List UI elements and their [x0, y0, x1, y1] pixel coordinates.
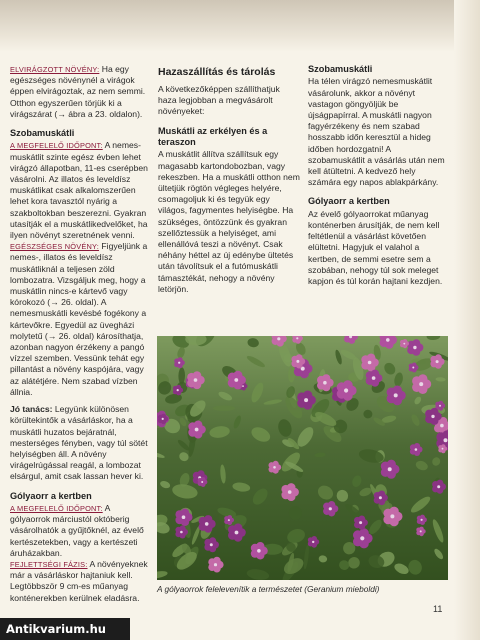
paragraph-golya-right: Az évelő gólyaorrokat műanyag konténerben árusítják, de nem kell feltétlenül a vásárlást követően elültetni. Hagyjuk el valahol a kertben, de semmi esetre sem a szobában, nehogy túl sok meleget kapjon és túl korán hajtani kezdjen. — [308, 208, 443, 287]
label-jo-tanacs: Jó tanács: — [10, 404, 53, 415]
column-middle — [158, 64, 300, 295]
column-right — [308, 64, 448, 287]
text-fejlettseg: A növényeknek már a vásárláskor hajtaniuk kell. Legtöbbször 9 cm-es műanyag konténerekben kerülnek eladásra. — [10, 558, 148, 603]
text-egeszseges: Figyeljünk a nemes-, illatos és leveldísz muskátliknál a teljesen zöld lombozatra. Vizsgáljuk meg, hogy a muskátlin nincs-e kártevő vagy kórokozó (→ 26. oldal). A nemesmuskátli kevésbé fogékony a kártevőkre. Egyedül az üvegházi molytetű (→ 26. oldal) károsíthatja, azonban nagyon érzékeny a pangó vízzel szemben. Vessünk tehát egy pillantást a növény kaspójára, vagy az alátétjére. Nem szabad vízben állnia. — [10, 241, 148, 397]
text-idopont: A nemes-muskátlit szinte egész évben lehet virágzó állapotban, 11-es cserépben vásárolni. Az illatos és leveldísz muskátlikat csak alkalomszerűen lehet kora tavasztól nyárig a szakboltokban beszerezni. Gyakran utasítják el a muskátlikedvelőket, ha ilyen növényt szeretnének venni. — [10, 140, 148, 241]
paragraph-fejlettseg — [10, 559, 148, 604]
heading-szobamuskatli: Szobamuskátli — [10, 128, 75, 139]
leaf — [213, 406, 235, 411]
section-title: Hazaszállítás és tárolás — [158, 66, 276, 78]
page-number: 11 — [433, 604, 443, 614]
label-golya-idopont: A MEGFELELŐ IDŐPONT: — [10, 503, 103, 513]
paragraph-idopont — [10, 140, 148, 241]
watermark-logo: Antikvarium.hu — [0, 618, 130, 640]
label-elviragzott: ELVIRÁGZOTT NÖVÉNY: — [10, 65, 100, 74]
paragraph-golya-idopont — [10, 503, 148, 559]
paragraph-szoba-right: Ha télen virágzó nemesmuskátlit vásárolunk, akkor a növényt vastagon göngyöljük be újságpapírral. A muskátli nagyon fagyérzékeny és nem szabad hosszabb időn keresztül a hideg időben hordozgatni! A szobamuskátlit a vásárlás után nem kell átültetni. A kedvező hely számára egy napos ablakpárkány. — [308, 76, 445, 188]
label-fejlettseg: FEJLETTSÉGI FÁZIS: — [10, 559, 88, 569]
page-edge-shadow — [454, 0, 480, 640]
intro-paragraph: A következőképpen szállíthatjuk haza legjobban a megvásárolt növényeket: — [158, 84, 280, 117]
flower-illustration — [157, 336, 448, 580]
geranium-photo — [157, 336, 448, 580]
paragraph-jo-tanacs — [10, 404, 148, 482]
text-golya-idopont: A gólyaorrok márciustól októberig vásárolhatók a gyűjtőknél, az évelő kertészetekben, vagy a kertészeti áruházakban. — [10, 502, 144, 558]
paragraph-egeszseges — [10, 241, 148, 398]
heading-erkely: Muskátli az erkélyen és a teraszon — [158, 125, 268, 148]
heading-szobamuskatli-right: Szobamuskátli — [308, 64, 373, 74]
column-left — [10, 64, 148, 604]
heading-golyaorr-right: Gólyaorr a kertben — [308, 196, 390, 207]
label-idopont: A MEGFELELŐ IDŐPONT: — [10, 141, 103, 151]
book-spine-shadow — [0, 0, 480, 52]
label-egeszseges: EGÉSZSÉGES NÖVÉNY: — [10, 242, 100, 252]
photo-caption: A gólyaorrok felelevenítik a természetet (Geranium mieboldi) — [157, 584, 380, 594]
text-jo-tanacs: Legyünk különösen körültekintők a vásárláskor, ha a muskátli huzatos bejáratnál, mesterséges fényben, vagy túl sötét helyiségben áll. A növény virágelrúgással reagál, a lombozat elsárgul, amit csak lassan hever ki. — [10, 404, 148, 482]
text-elviragzott: Ha egy egészséges növénynél a virágok éppen elvirágoztak, az nem semmi. Otthon egyszerűen törjük ki a virágszárat (→ ábra a 23. oldalon). — [10, 64, 146, 119]
heading-golyaorr-left: Gólyaorr a kertben — [10, 490, 92, 501]
paragraph-erkely: A muskátlit állítva szállítsuk egy magasabb kartondobozban, vagy rekeszben. Ha a muskátli otthon nem ültetjük rögtön végleges helyére, csomagoljuk ki és tegyük egy világos, fagymentes helyiségbe. Ha szükséges, öntözzünk és gyakran szellőztessük a helyiséget, ami ellenállóvá teszi a növényt. Csak néhány héttel az új edénybe ültetés után távolítsuk el a futómuskátli támasztékát, nehogy a növény letörjön. — [158, 149, 300, 294]
paragraph-elviragzott — [10, 64, 148, 120]
